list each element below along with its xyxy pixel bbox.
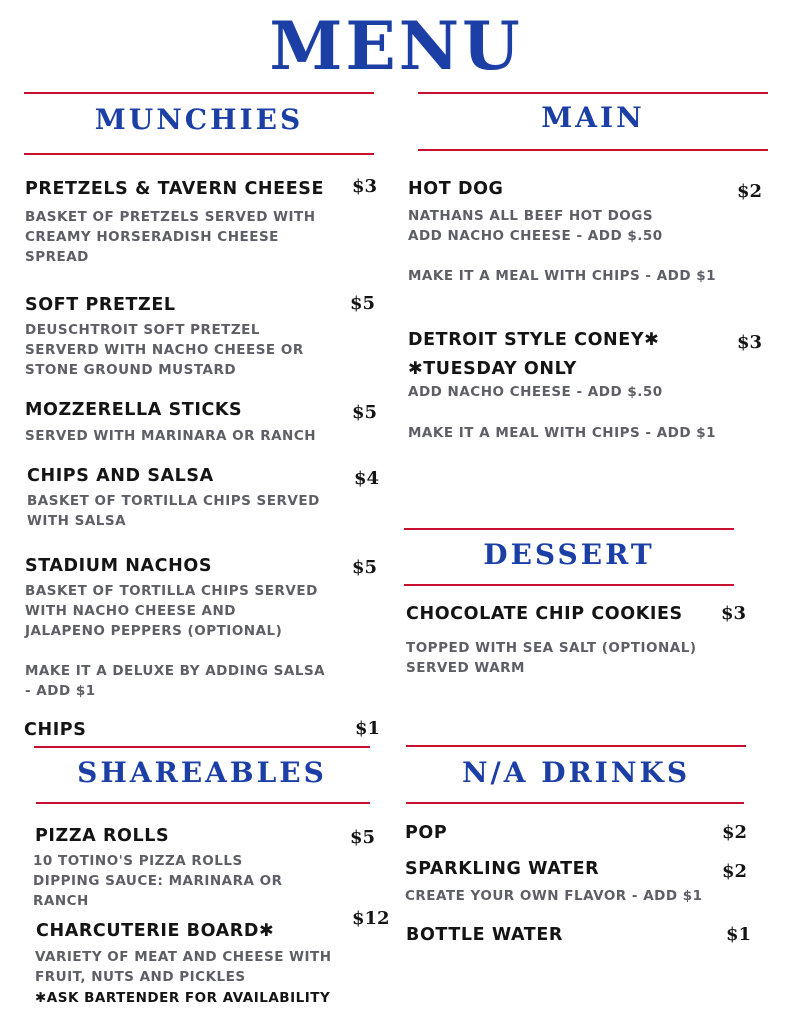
shareables-heading: SHAREABLES (77, 756, 327, 789)
item-description: NATHANS ALL BEEF HOT DOGS ADD NACHO CHEESE - ADD $.50 (408, 208, 663, 244)
item-name: SOFT PRETZEL (25, 295, 176, 315)
item-description: VARIETY OF MEAT AND CHEESE WITH FRUIT, NUTS AND PICKLES (35, 949, 332, 985)
item-price: $5 (350, 293, 376, 314)
item-name: BOTTLE WATER (406, 925, 563, 945)
main-bottom-rule (418, 149, 768, 151)
dessert-heading: DESSERT (483, 538, 655, 571)
item-name: STADIUM NACHOS (25, 556, 213, 576)
menu-title: MENU (269, 7, 523, 85)
item-description: 10 TOTINO'S PIZZA ROLLS DIPPING SAUCE: MARINARA OR RANCH (33, 853, 283, 909)
item-description: BASKET OF PRETZELS SERVED WITH CREAMY HORSERADISH CHEESE SPREAD (25, 209, 316, 265)
shareables-top-rule (34, 746, 370, 748)
item-description: ADD NACHO CHEESE - ADD $.50 (408, 384, 663, 400)
item-price: $5 (352, 402, 378, 423)
item-name: MOZZERELLA STICKS (25, 400, 243, 420)
item-price: $5 (350, 827, 376, 848)
item-name: POP (405, 823, 448, 843)
item-description: TOPPED WITH SEA SALT (OPTIONAL) SERVED WARM (406, 640, 697, 676)
item-price: $1 (726, 924, 752, 945)
item-note: MAKE IT A MEAL WITH CHIPS - ADD $1 (408, 268, 717, 284)
item-price: $12 (352, 908, 390, 929)
item-note: MAKE IT A DELUXE BY ADDING SALSA - ADD $1 (25, 663, 326, 699)
main-heading: MAIN (541, 101, 645, 134)
main-top-rule (418, 92, 768, 94)
item-name: HOT DOG (408, 179, 504, 199)
item-name: PRETZELS & TAVERN CHEESE (25, 179, 325, 199)
item-price: $3 (737, 332, 763, 353)
item-note: ✱ASK BARTENDER FOR AVAILABILITY (35, 990, 331, 1006)
item-name: SPARKLING WATER (405, 859, 600, 879)
item-name: CHIPS (24, 720, 87, 740)
drinks-top-rule (406, 745, 746, 747)
drinks-heading: N/A DRINKS (461, 756, 691, 789)
item-price: $2 (722, 861, 748, 882)
item-description: DEUSCHTROIT SOFT PRETZEL SERVERD WITH NACHO CHEESE OR STONE GROUND MUSTARD (25, 322, 304, 378)
item-description: BASKET OF TORTILLA CHIPS SERVED WITH SALSA (27, 493, 320, 529)
munchies-bottom-rule (24, 153, 374, 155)
item-name: PIZZA ROLLS (35, 826, 170, 846)
item-name: CHARCUTERIE BOARD✱ (36, 921, 275, 941)
munchies-heading: MUNCHIES (94, 103, 304, 136)
dessert-bottom-rule (404, 584, 734, 586)
item-name: DETROIT STYLE CONEY✱ (408, 330, 660, 350)
item-price: $4 (354, 468, 380, 489)
item-price: $5 (352, 557, 378, 578)
item-price: $2 (737, 181, 763, 202)
shareables-bottom-rule (36, 802, 370, 804)
item-subname: ✱TUESDAY ONLY (408, 359, 577, 379)
munchies-top-rule (24, 92, 374, 94)
item-price: $2 (722, 822, 748, 843)
item-price: $3 (352, 176, 378, 197)
dessert-top-rule (404, 528, 734, 530)
item-name: CHIPS AND SALSA (27, 466, 214, 486)
item-description: SERVED WITH MARINARA OR RANCH (25, 428, 317, 444)
item-price: $1 (355, 718, 381, 739)
drinks-bottom-rule (406, 802, 744, 804)
item-description: CREATE YOUR OWN FLAVOR - ADD $1 (405, 888, 703, 904)
item-name: CHOCOLATE CHIP COOKIES (406, 604, 683, 624)
item-description: BASKET OF TORTILLA CHIPS SERVED WITH NACHO CHEESE AND JALAPENO PEPPERS (OPTIONAL) (25, 583, 318, 639)
item-price: $3 (721, 603, 747, 624)
item-note: MAKE IT A MEAL WITH CHIPS - ADD $1 (408, 425, 717, 441)
